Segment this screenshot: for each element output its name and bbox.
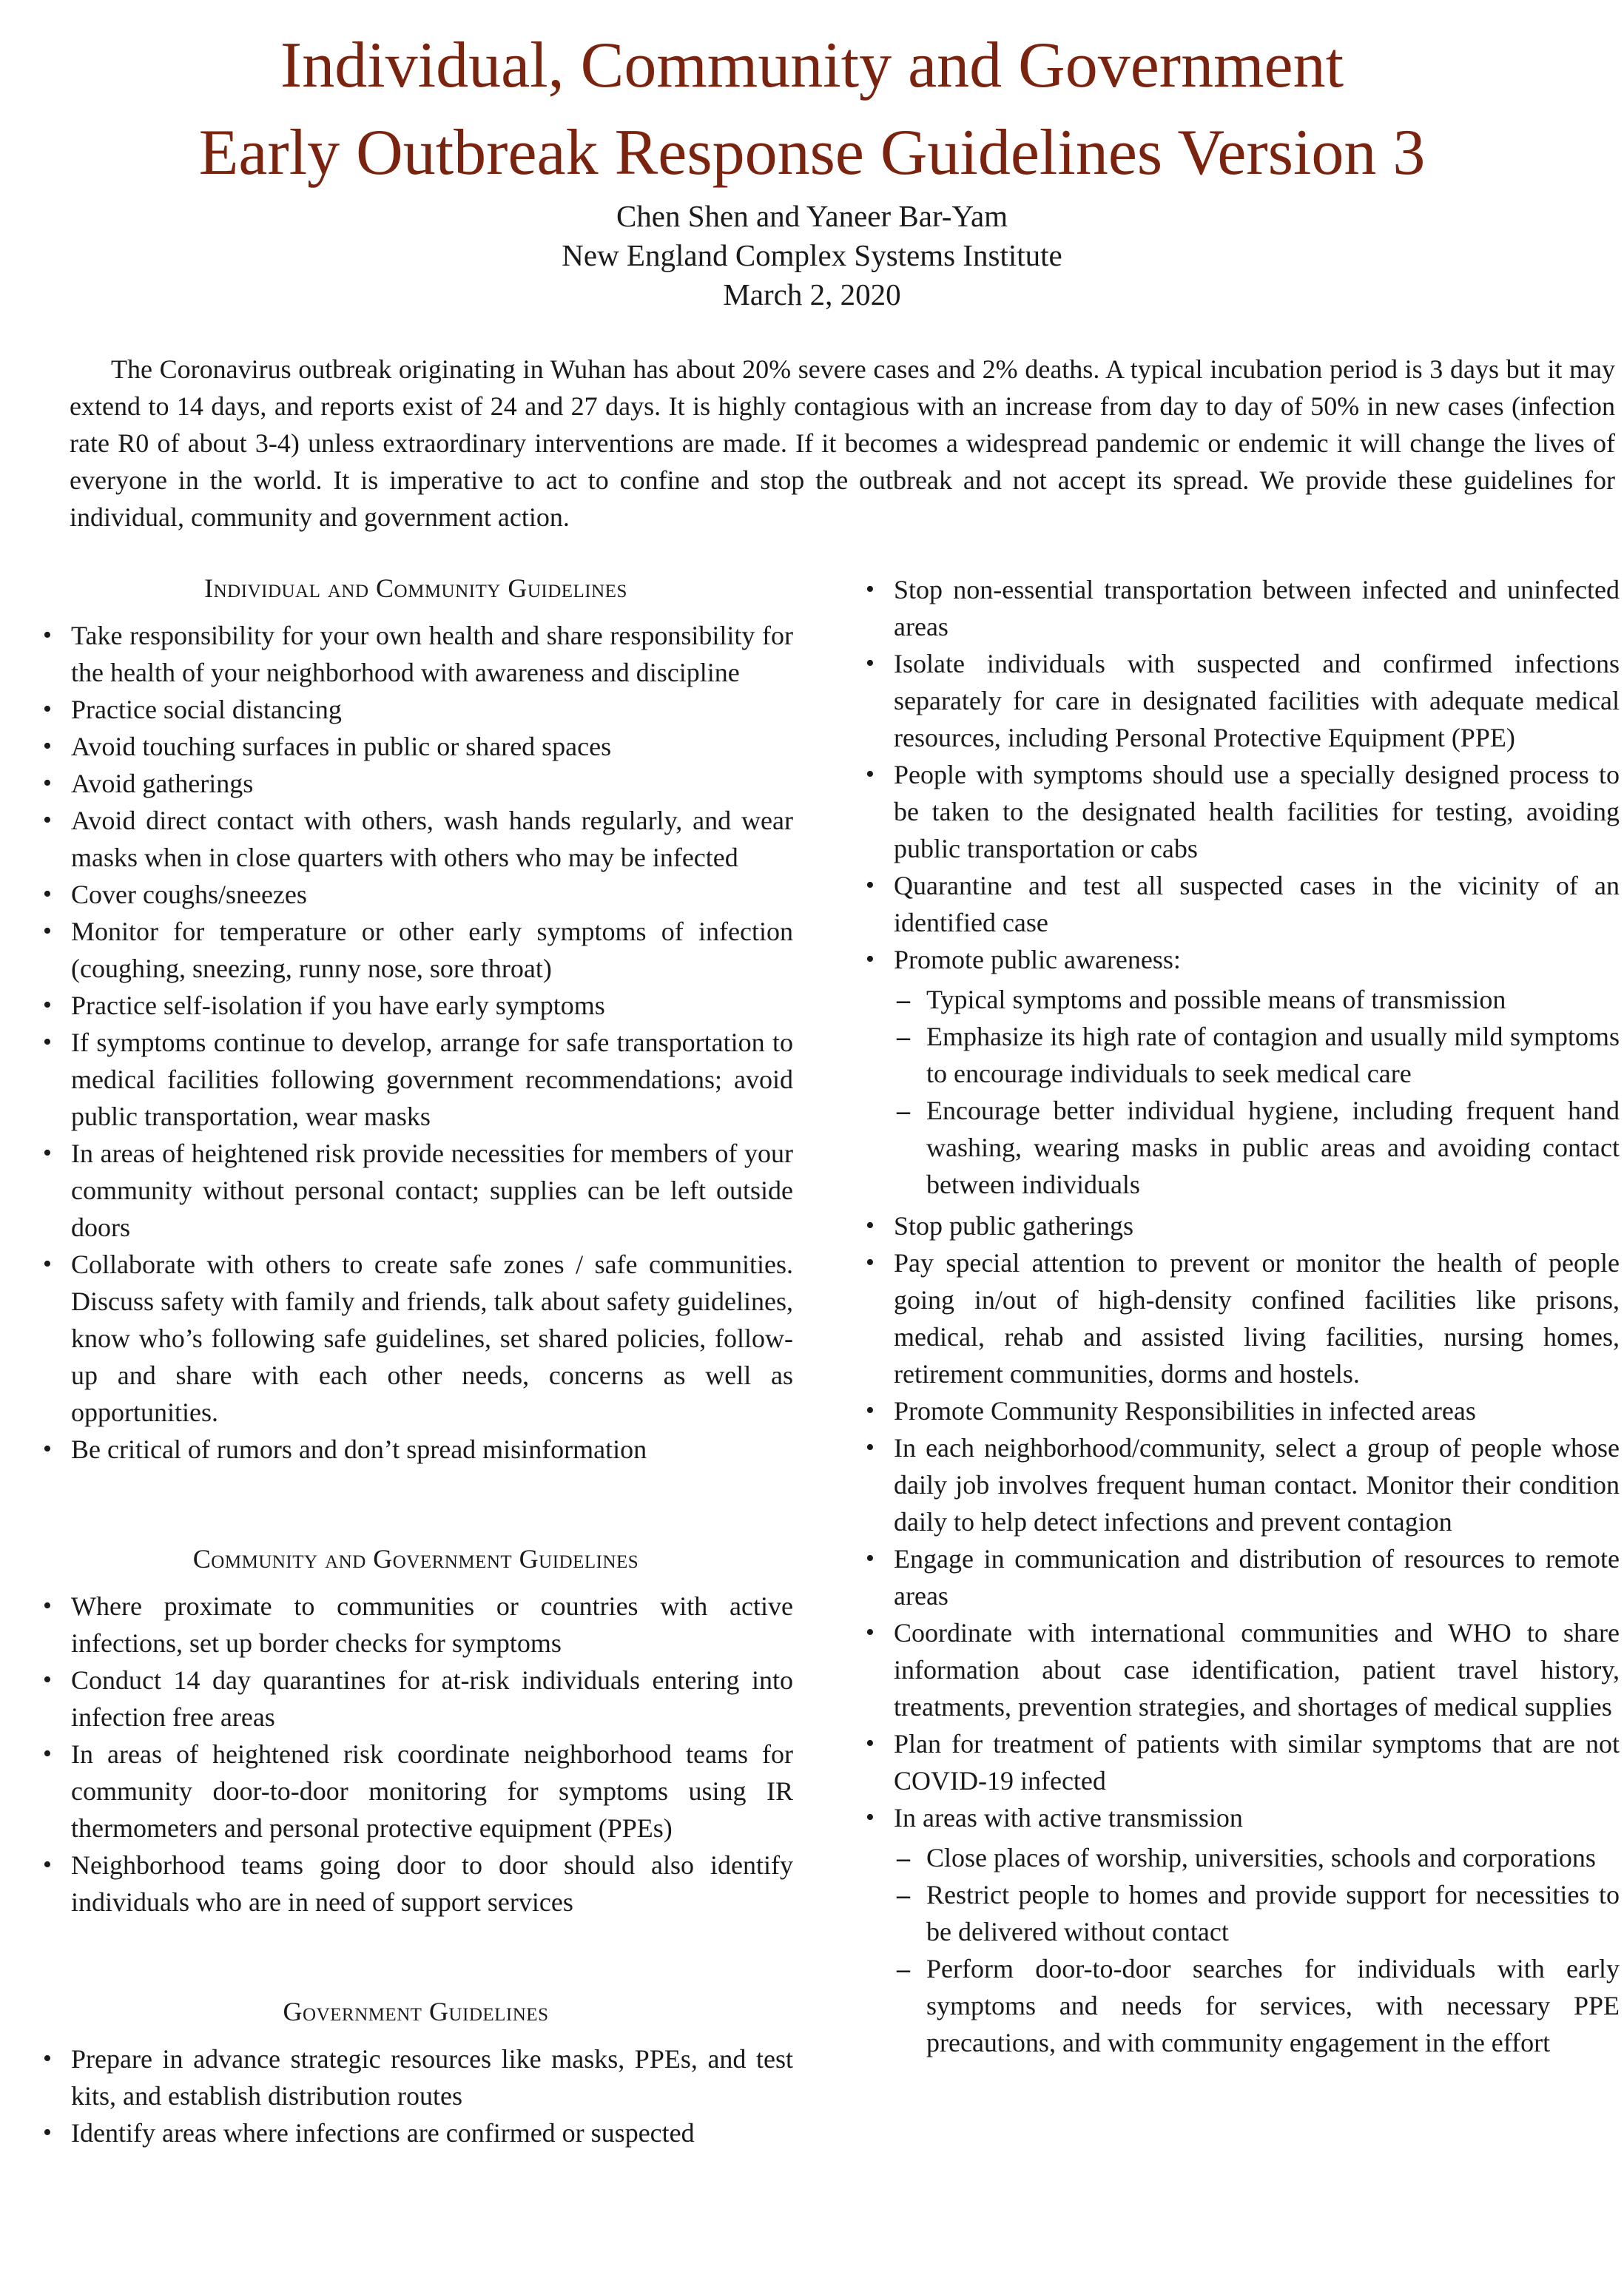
sub-list-item-text: Perform door-to-door searches for individuals with early symptoms and needs for services, with necessary PPE precautions, and with community engagement in the effort [926, 1954, 1620, 2057]
sub-list-item [894, 981, 1620, 1018]
list-item [38, 1662, 793, 1736]
list-item [38, 1024, 793, 1135]
list-item [861, 941, 1620, 1203]
bullet-icon: • [43, 1139, 52, 1167]
list-item [861, 645, 1620, 756]
section-heading-community: Community and Government Guidelines [192, 1544, 639, 1574]
sub-list-item-text: Typical symptoms and possible means of transmission [926, 985, 1506, 1014]
list-item-text: In areas with active transmission [894, 1803, 1243, 1833]
bullet-icon: • [866, 1730, 875, 1757]
list-item [38, 2114, 793, 2151]
list-item [38, 1135, 793, 1246]
bullet-icon: • [43, 806, 52, 834]
list-item [861, 1614, 1620, 1725]
list-item [861, 1799, 1620, 2061]
list-item-text: Promote public awareness: [894, 945, 1181, 974]
list-item [38, 1246, 793, 1431]
list-item [38, 765, 793, 802]
list-item-text: In areas of heightened risk coordinate neighborhood teams for community door-to-door monitoring for symptoms using IR thermometers and personal protective equipment (PPEs) [71, 1739, 793, 1843]
list-item [38, 1431, 793, 1468]
bullet-icon: • [43, 695, 52, 723]
byline [0, 197, 1624, 314]
bullet-icon: • [866, 872, 875, 899]
list-item-text: Avoid direct contact with others, wash hands regularly, and wear masks when in close quarters with others who may be infected [71, 806, 793, 872]
bullet-icon: • [43, 1435, 52, 1463]
bullet-icon: • [43, 1592, 52, 1619]
list-item-text: Cover coughs/sneezes [71, 880, 307, 909]
title-line-1: Individual, Community and Government [280, 30, 1344, 101]
right-column [861, 571, 1620, 2066]
list-item [861, 571, 1620, 645]
bullet-icon: • [866, 650, 875, 677]
list-item-text: Isolate individuals with suspected and confirmed infections separately for care in designated facilities with adequate medical resources, including Personal Protective Equipment (PPE) [894, 649, 1620, 752]
list-item-text: Engage in communication and distribution of resources to remote areas [894, 1544, 1620, 1611]
list-item-text: Where proximate to communities or countries with active infections, set up border checks for symptoms [71, 1591, 793, 1658]
list-item [861, 756, 1620, 867]
left-column [38, 570, 793, 2151]
list-item [38, 876, 793, 913]
list-item [38, 1736, 793, 1847]
list-item [861, 1207, 1620, 1244]
list-item-text: Prepare in advance strategic resources like masks, PPEs, and test kits, and establish distribution routes [71, 2044, 793, 2111]
list-item [861, 867, 1620, 941]
dash-icon: – [897, 985, 910, 1014]
list-item [861, 1725, 1620, 1799]
bullet-icon: • [43, 769, 52, 797]
list-item [861, 1429, 1620, 1540]
list-item [38, 691, 793, 728]
list-item [38, 617, 793, 691]
list-item-text: Avoid gatherings [71, 769, 254, 798]
list-item [38, 987, 793, 1024]
list-item [861, 1540, 1620, 1614]
bullet-icon: • [866, 576, 875, 603]
list-item-text: People with symptoms should use a specially designed process to be taken to the designated health facilities for testing, avoiding public transportation or cabs [894, 760, 1620, 863]
bullet-icon: • [866, 1397, 875, 1424]
section-heading-government: Government Guidelines [283, 1997, 549, 2026]
dash-icon: – [897, 1096, 910, 1125]
bullet-icon: • [43, 732, 52, 760]
bullet-icon: • [43, 917, 52, 945]
list-item-text: Pay special attention to prevent or monitor the health of people going in/out of high-density confined facilities like prisons, medical, rehab and assisted living facilities, nursing homes, retirement communities, dorms and hostels. [894, 1248, 1620, 1389]
bullet-icon: • [866, 1545, 875, 1572]
list-item-text: Neighborhood teams going door to door should also identify individuals who are in need of support services [71, 1850, 793, 1917]
government-guidelines-list [38, 2040, 793, 2151]
dash-icon: – [897, 1843, 910, 1872]
bullet-icon: • [43, 880, 52, 908]
list-item-text: Practice social distancing [71, 695, 342, 724]
bullet-icon: • [866, 1212, 875, 1239]
bullet-icon: • [866, 1249, 875, 1276]
list-item-text: Practice self-isolation if you have early symptoms [71, 991, 605, 1020]
bullet-icon: • [43, 621, 52, 649]
government-guidelines-continued-a [861, 571, 1620, 1203]
list-item [38, 1588, 793, 1662]
sub-list-item-text: Encourage better individual hygiene, including frequent hand washing, wearing masks in public areas and avoiding contact between individuals [926, 1096, 1620, 1199]
sub-list-item-text: Restrict people to homes and provide support for necessities to be delivered without contact [926, 1880, 1620, 1946]
list-item-text: Be critical of rumors and don’t spread misinformation [71, 1435, 647, 1464]
title-line-2: Early Outbreak Response Guidelines Version 3 [198, 117, 1426, 189]
bullet-icon: • [43, 1250, 52, 1278]
sub-list-item [894, 1092, 1620, 1203]
list-item-text: Stop non-essential transportation between infected and uninfected areas [894, 575, 1620, 641]
institution: New England Complex Systems Institute [562, 238, 1062, 272]
bullet-icon: • [43, 1666, 52, 1693]
bullet-icon: • [866, 1804, 875, 1831]
sub-list [894, 981, 1620, 1203]
sub-list-item [894, 1018, 1620, 1092]
intro-paragraph: The Coronavirus outbreak originating in Wuhan has about 20% severe cases and 2% deaths. A typical incubation period is 3 days but it may extend to 14 days, and reports exist of 24 and 27 days. It is highly contagious with an increase from day to day of 50% in new cases (infection rate R0 of about 3-4) unless extraordinary interventions are made. If it becomes a widespread pandemic or endemic it will change the lives of everyone in the world. It is imperative to act to confine and stop the outbreak and not accept its spread. We provide these guidelines for individual, community and government action. [70, 354, 1615, 532]
community-guidelines-list [38, 1588, 793, 1921]
list-item-text: If symptoms continue to develop, arrange for safe transportation to medical facilities following government recommendations; avoid public transportation, wear masks [71, 1028, 793, 1131]
sub-list-item-text: Close places of worship, universities, schools and corporations [926, 1843, 1596, 1872]
bullet-icon: • [43, 1028, 52, 1056]
sub-list-item [894, 1839, 1620, 1876]
dash-icon: – [897, 1880, 910, 1909]
bullet-icon: • [43, 2119, 52, 2146]
bullet-icon: • [866, 945, 875, 973]
list-item [38, 1847, 793, 1921]
sub-list-item [894, 1950, 1620, 2061]
sub-list-item [894, 1876, 1620, 1950]
bullet-icon: • [866, 761, 875, 788]
bullet-icon: • [43, 1740, 52, 1767]
document-title [0, 22, 1624, 197]
list-item-text: In each neighborhood/community, select a group of people whose daily job involves frequent human contact. Monitor their condition daily to help detect infections and prevent contagion [894, 1433, 1620, 1537]
list-item-text: Collaborate with others to create safe zones / safe communities. Discuss safety with family and friends, talk about safety guidelines, know who’s following safe guidelines, set shared policies, follow-up and share with each other needs, concerns as well as opportunities. [71, 1250, 793, 1427]
section-heading-individual: Individual and Community Guidelines [204, 573, 627, 603]
list-item [38, 913, 793, 987]
dash-icon: – [897, 1954, 910, 1983]
list-item [861, 1244, 1620, 1392]
dash-icon: – [897, 1022, 910, 1051]
list-item-text: Identify areas where infections are confirmed or suspected [71, 2118, 695, 2148]
bullet-icon: • [43, 2045, 52, 2072]
government-guidelines-continued-b [861, 1207, 1620, 2061]
list-item-text: Plan for treatment of patients with similar symptoms that are not COVID-19 infected [894, 1729, 1620, 1796]
list-item-text: Quarantine and test all suspected cases in the vicinity of an identified case [894, 871, 1620, 937]
date: March 2, 2020 [723, 277, 901, 311]
list-item-text: Monitor for temperature or other early symptoms of infection (coughing, sneezing, runny nose, sore throat) [71, 917, 793, 983]
list-item [861, 1392, 1620, 1429]
sub-list [894, 1839, 1620, 2061]
authors: Chen Shen and Yaneer Bar-Yam [616, 199, 1008, 233]
list-item-text: Promote Community Responsibilities in infected areas [894, 1396, 1476, 1426]
list-item-text: Coordinate with international communities and WHO to share information about case identification, patient travel history, treatments, prevention strategies, and shortages of medical supplies [894, 1618, 1620, 1722]
bullet-icon: • [43, 991, 52, 1019]
list-item-text: Take responsibility for your own health and share responsibility for the health of your neighborhood with awareness and discipline [71, 621, 793, 687]
list-item [38, 802, 793, 876]
list-item-text: Avoid touching surfaces in public or shared spaces [71, 732, 612, 761]
list-item [38, 728, 793, 765]
sub-list-item-text: Emphasize its high rate of contagion and usually mild symptoms to encourage individuals to seek medical care [926, 1022, 1620, 1088]
bullet-icon: • [866, 1434, 875, 1461]
individual-guidelines-list [38, 617, 793, 1468]
list-item [38, 2040, 793, 2114]
list-item-text: Conduct 14 day quarantines for at-risk individuals entering into infection free areas [71, 1665, 793, 1732]
list-item-text: In areas of heightened risk provide necessities for members of your community without personal contact; supplies can be left outside doors [71, 1139, 793, 1242]
bullet-icon: • [43, 1851, 52, 1878]
list-item-text: Stop public gatherings [894, 1211, 1133, 1241]
bullet-icon: • [866, 1619, 875, 1646]
